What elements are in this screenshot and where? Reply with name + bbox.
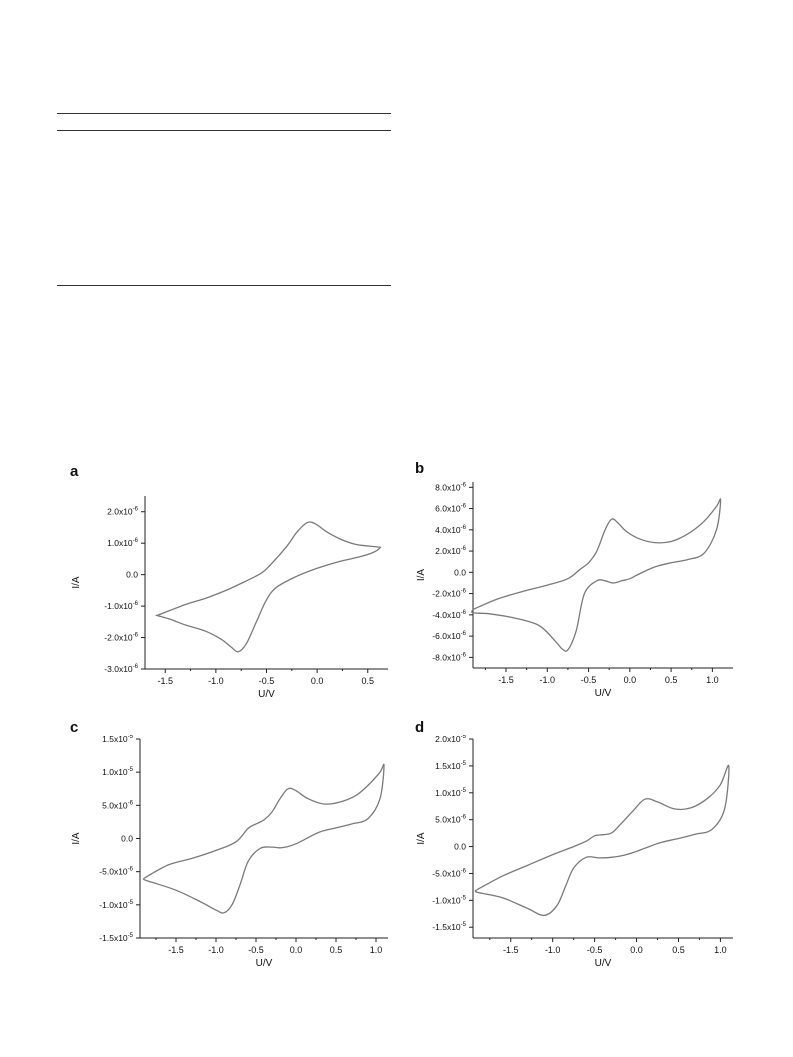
- y-axis-label: I/A: [71, 576, 82, 589]
- x-tick-label: 1.0: [369, 945, 383, 955]
- y-axis-label: I/A: [71, 832, 82, 845]
- y-tick-label: $4.0x10^{-6}$: [435, 524, 466, 535]
- x-tick-label: 0.0: [310, 676, 324, 686]
- y-tick-label: $1.0x10^{-5}$: [435, 787, 466, 798]
- x-tick-label: -1.5: [168, 945, 184, 955]
- y-tick-label: $2.0x10^{-5}$: [435, 735, 466, 744]
- table-top-rule: [57, 113, 391, 114]
- y-tick-label: $1.5x10^{-5}$: [102, 735, 133, 744]
- x-axis-label: U/V: [594, 688, 612, 699]
- cyclic-voltammogram-a: [70, 478, 400, 703]
- panel-letter-a: a: [70, 463, 79, 480]
- y-tick-label: $2.0x10^{-6}$: [435, 546, 466, 557]
- cyclic-voltammogram-b: [415, 478, 745, 703]
- x-tick-label: -1.5: [157, 676, 174, 686]
- x-axis-label: U/V: [255, 958, 273, 969]
- y-tick-label: $1.0x10^{-6}$: [107, 538, 138, 549]
- x-tick-label: 0.5: [672, 945, 685, 955]
- x-tick-label: 0.0: [623, 675, 637, 685]
- y-tick-label: $-5.0x10^{-6}$: [432, 868, 466, 879]
- y-tick-label: 0.0: [454, 841, 466, 852]
- x-tick-label: 0.5: [329, 945, 343, 955]
- y-tick-label: $-2.0x10^{-6}$: [104, 632, 138, 643]
- y-tick-label: 0.0: [126, 569, 138, 580]
- x-tick-label: -0.5: [586, 945, 603, 955]
- x-axis-label: U/V: [258, 689, 275, 700]
- cyclic-voltammogram-d: [415, 735, 745, 975]
- panel-letter-d: d: [415, 719, 425, 736]
- cv-curve: [156, 522, 380, 652]
- panel-letter-b: b: [415, 460, 425, 477]
- x-axis-label: U/V: [594, 958, 612, 969]
- y-tick-label: 0.0: [454, 567, 466, 578]
- y-tick-label: $-1.5x10^{-5}$: [432, 922, 466, 933]
- x-tick-label: 1.0: [706, 675, 719, 685]
- y-tick-label: $-5.0x10^{-6}$: [99, 866, 133, 877]
- y-tick-label: $5.0x10^{-6}$: [435, 814, 466, 825]
- panel-letter-c: c: [70, 719, 79, 736]
- y-tick-label: $1.5x10^{-5}$: [435, 760, 466, 771]
- y-tick-label: $-1.5x10^{-5}$: [99, 933, 133, 943]
- y-tick-label: $-1.0x10^{-5}$: [432, 895, 466, 906]
- y-tick-label: $-4.0x10^{-6}$: [432, 609, 466, 620]
- cv-curve: [472, 499, 721, 651]
- y-tick-label: $8.0x10^{-6}$: [435, 482, 466, 493]
- x-tick-label: -0.5: [248, 945, 264, 955]
- cv-curve: [143, 764, 384, 913]
- y-tick-label: $-1.0x10^{-6}$: [104, 601, 138, 612]
- cyclic-voltammogram-c: [70, 735, 400, 975]
- x-tick-label: -0.5: [258, 676, 275, 686]
- x-tick-label: -0.5: [580, 675, 597, 685]
- y-axis-label: I/A: [416, 832, 427, 845]
- x-tick-label: 0.5: [361, 676, 375, 686]
- y-tick-label: $1.0x10^{-5}$: [102, 767, 133, 778]
- y-tick-label: $-6.0x10^{-6}$: [432, 631, 466, 642]
- y-tick-label: $-1.0x10^{-5}$: [99, 899, 133, 910]
- y-tick-label: 0.0: [121, 833, 133, 844]
- cv-curve: [475, 765, 729, 915]
- x-tick-label: 0.0: [289, 945, 303, 955]
- x-tick-label: -1.5: [498, 675, 514, 685]
- y-axis-label: I/A: [416, 568, 427, 582]
- x-tick-label: -1.5: [502, 945, 519, 955]
- x-tick-label: -1.0: [539, 675, 556, 685]
- x-tick-label: -1.0: [208, 676, 224, 686]
- table-header-rule: [57, 130, 391, 131]
- y-tick-label: $2.0x10^{-6}$: [107, 506, 138, 517]
- y-tick-label: $6.0x10^{-6}$: [435, 503, 466, 514]
- x-tick-label: 0.0: [630, 945, 643, 955]
- x-tick-label: -1.0: [544, 945, 561, 955]
- x-tick-label: 0.5: [664, 675, 678, 685]
- y-tick-label: $-8.0x10^{-6}$: [432, 652, 466, 663]
- table-bottom-rule: [57, 285, 391, 286]
- x-tick-label: 1.0: [714, 945, 727, 955]
- y-tick-label: $-3.0x10^{-6}$: [104, 664, 138, 674]
- y-tick-label: $-2.0x10^{-6}$: [432, 588, 466, 599]
- y-tick-label: $5.0x10^{-6}$: [102, 800, 133, 811]
- x-tick-label: -1.0: [208, 945, 224, 955]
